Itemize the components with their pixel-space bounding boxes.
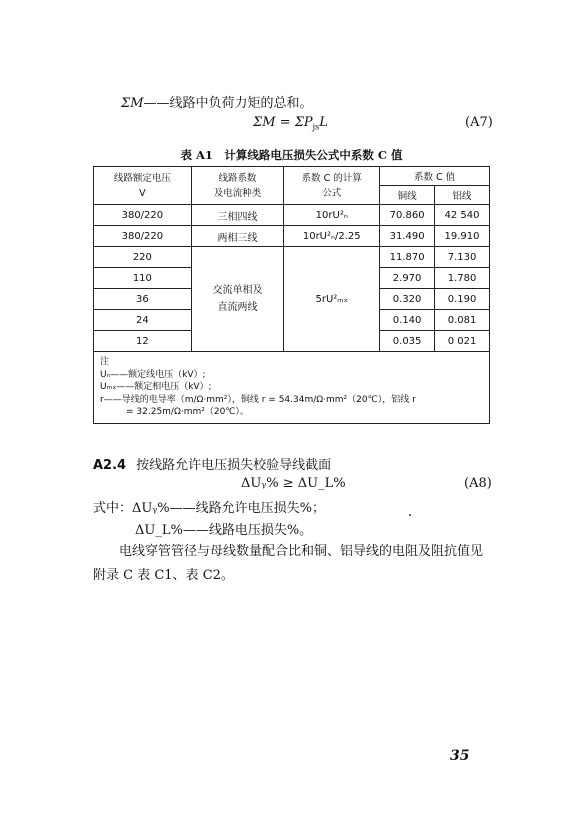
- cell-copper: 0.140: [380, 310, 435, 331]
- header-formula: [284, 167, 380, 205]
- table-row: [94, 205, 490, 226]
- cell-voltage: 110: [94, 268, 192, 289]
- cell-aluminum: 0 021: [435, 331, 490, 352]
- eq-a7-subscript: js: [312, 122, 320, 132]
- where-line-2: ΔU_L%——线路电压损失%。: [135, 523, 313, 538]
- header-voltage-line2: V: [139, 187, 146, 199]
- where-term-1: ΔUᵧ%——线路允许电压损失%；: [132, 501, 325, 516]
- cell-voltage: 24: [94, 310, 192, 331]
- header-voltage-line1: 线路额定电压: [113, 172, 171, 184]
- cell-system: 两相三线: [191, 226, 284, 247]
- table-row: [94, 226, 490, 247]
- section-number: A2.4: [93, 458, 127, 473]
- cell-copper: 2.970: [380, 268, 435, 289]
- equation-a8: ΔUᵧ% ≥ ΔU_L%: [241, 476, 346, 491]
- cell-aluminum: 19.910: [435, 226, 490, 247]
- section-title: 按线路允许电压损失校验导线截面: [136, 458, 332, 473]
- cell-aluminum: 0.190: [435, 289, 490, 310]
- where-prefix: 式中：: [93, 501, 133, 516]
- cell-voltage: 12: [94, 331, 192, 352]
- eq-a7-var: L: [319, 115, 328, 130]
- body-paragraph: 电线穿管管径与母线数量配合比和铜、铝导线的电阻及阻抗值见附录 C 表 C1、表 C2。: [93, 544, 484, 583]
- cell-voltage: 380/220: [94, 205, 192, 226]
- cell-voltage: 36: [94, 289, 192, 310]
- coefficient-table: [93, 166, 490, 424]
- cell-aluminum: 1.780: [435, 268, 490, 289]
- merged-system-line1: 交流单相及: [212, 285, 263, 296]
- note-line: r——导线的电导率（m/Ω·mm²），铜线 r = 54.34m/Ω·mm²（20℃），铝线 r: [100, 394, 416, 405]
- merged-system-line2: 直流两线: [217, 302, 258, 313]
- note-line: = 32.25m/Ω·mm²（20℃）。: [126, 407, 249, 417]
- table-notes: [94, 352, 490, 424]
- cell-copper: 70.860: [380, 205, 435, 226]
- header-system: [191, 167, 284, 205]
- page-number: 35: [450, 748, 470, 764]
- cell-system-merged: [191, 247, 284, 352]
- cell-voltage: 220: [94, 247, 192, 268]
- equation-a7: [253, 115, 328, 132]
- sum-symbol: ΣM: [121, 96, 144, 111]
- cell-formula-merged: 5rU²ₘₓ: [284, 247, 380, 352]
- note-line: Uₘₓ——额定相电压（kV）;: [100, 382, 212, 392]
- header-c-value: 系数 C 值: [380, 167, 490, 186]
- top-definition-line: [121, 92, 313, 111]
- cell-aluminum: 42 540: [435, 205, 490, 226]
- note-line: Uₙ——额定线电压（kV）;: [100, 369, 206, 380]
- note-heading: 注: [100, 357, 110, 367]
- cell-copper: 0.035: [380, 331, 435, 352]
- cell-formula: 10rU²ₙ/2.25: [284, 226, 380, 247]
- cell-copper: 11.870: [380, 247, 435, 268]
- table-row: [94, 247, 490, 268]
- header-system-line1: 线路系数: [218, 172, 257, 184]
- eq-a7-equals: =: [275, 115, 295, 130]
- where-line-1: [93, 497, 325, 516]
- equation-a7-number: (A7): [465, 115, 493, 130]
- cell-system: 三相四线: [191, 205, 284, 226]
- header-formula-line2: 公式: [322, 187, 342, 199]
- cell-voltage: 380/220: [94, 226, 192, 247]
- header-formula-line1: 系数 C 的计算: [301, 172, 362, 184]
- cell-formula: 10rU²ₙ: [284, 205, 380, 226]
- section-heading: [93, 454, 331, 473]
- cell-aluminum: 7.130: [435, 247, 490, 268]
- header-system-line2: 及电流种类: [213, 187, 262, 199]
- header-aluminum: 铝线: [435, 186, 490, 205]
- eq-a7-left: ΣM: [253, 115, 276, 130]
- cell-aluminum: 0.081: [435, 310, 490, 331]
- top-definition-text: ——线路中负荷力矩的总和。: [143, 96, 313, 111]
- cell-copper: 0.320: [380, 289, 435, 310]
- header-copper: 铜线: [380, 186, 435, 205]
- table-caption: 表 A1 计算线路电压损失公式中系数 C 值: [180, 148, 403, 162]
- equation-a8-number: (A8): [464, 476, 492, 491]
- header-voltage: [94, 167, 192, 205]
- eq-a7-sum: ΣP: [294, 115, 313, 130]
- speck-mark: [409, 514, 411, 516]
- cell-copper: 31.490: [380, 226, 435, 247]
